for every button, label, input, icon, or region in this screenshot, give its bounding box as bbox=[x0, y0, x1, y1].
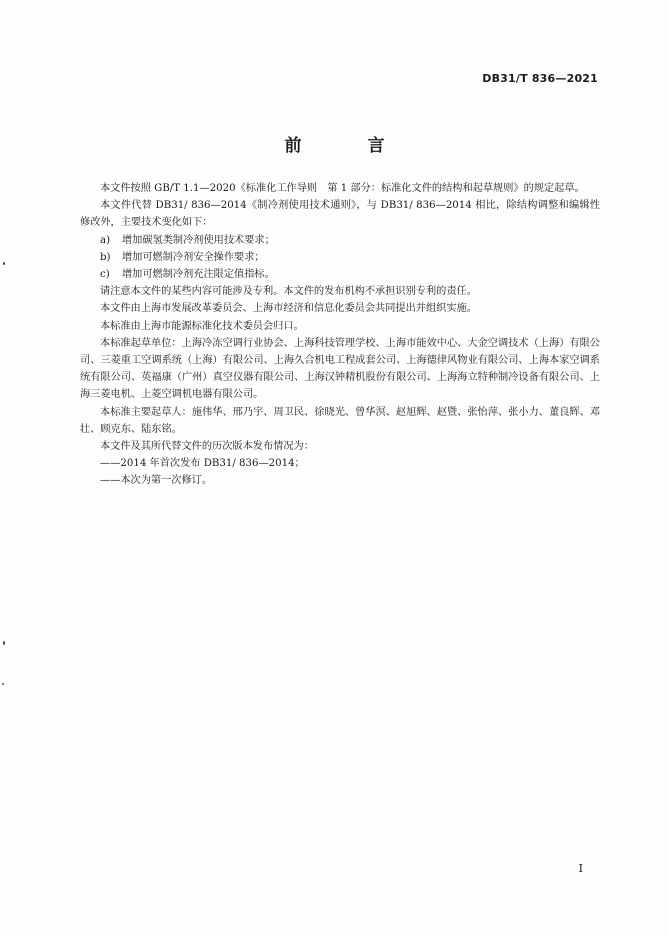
paragraph-patent-notice: 请注意本文件的某些内容可能涉及专利。本文件的发布机构不承担识别专利的责任。 bbox=[100, 286, 477, 298]
list-marker: a) bbox=[100, 234, 111, 246]
paragraph-drafting-units: 本标准起草单位：上海冷冻空调行业协会、上海科技管理学校、上海市能效中心、大金空调技术（上海）有限公司、三菱重工空调系统（上海）有限公司、上海久合机电工程成套公司、上海德律风物业有限公司、上海本家空调系统有限公司、英福康（广州）真空仪器有限公司、上海汉钟精机股份有限公司、上海海立特种制冷设备有限公司、上海三菱电机、上菱空调机电器有限公司。 bbox=[80, 337, 600, 401]
list-item bbox=[80, 249, 600, 266]
scan-speck bbox=[3, 262, 5, 265]
page-title: 前 言 bbox=[284, 136, 415, 156]
list-item-text: 增加碳氢类制冷剂使用技术要求； bbox=[122, 234, 275, 246]
scan-speck bbox=[3, 641, 5, 645]
paragraph-drafting-rules: 本文件按照 GB/T 1.1—2020《标准化工作导则 第 1 部分：标准化文件的结构和起草规则》的规定起草。 bbox=[100, 183, 585, 194]
paragraph-replacement: 本文件代替 DB31/ 836—2014《制冷剂使用技术通则》，与 DB31/ 836—2014 相比，除结构调整和编辑性修改外，主要技术变化如下： bbox=[80, 200, 600, 229]
paragraph-proposer: 本文件由上海市发展改革委员会、上海市经济和信息化委员会共同提出并组织实施。 bbox=[100, 303, 477, 315]
list-marker: b) bbox=[100, 251, 111, 263]
paragraph-history-revision: ——本次为第一次修订。 bbox=[100, 475, 213, 487]
document-code: DB31/T 836—2021 bbox=[482, 72, 598, 85]
list-item bbox=[80, 266, 600, 283]
list-item-text: 增加可燃制冷剂充注限定值指标。 bbox=[122, 269, 275, 281]
paragraph-history-first: ——2014 年首次发布 DB31/ 836—2014； bbox=[100, 458, 305, 470]
list-item bbox=[80, 232, 600, 249]
page-number: I bbox=[578, 862, 583, 875]
paragraph-drafters: 本标准主要起草人：施伟华、邢乃宇、周卫民、徐晓光、曾华溟、赵旭辉、赵暨、张怡萍、张小力、董良辉、邓壮、顾克东、陆东铭。 bbox=[80, 406, 600, 435]
list-marker: c) bbox=[100, 269, 110, 281]
foreword-body bbox=[80, 180, 600, 490]
paragraph-committee: 本标准由上海市能源标准化技术委员会归口。 bbox=[100, 320, 304, 332]
paragraph-history-intro: 本文件及其所代替文件的历次版本发布情况为： bbox=[100, 441, 314, 453]
scan-speck bbox=[2, 683, 4, 685]
list-item-text: 增加可燃制冷剂安全操作要求； bbox=[122, 251, 265, 263]
